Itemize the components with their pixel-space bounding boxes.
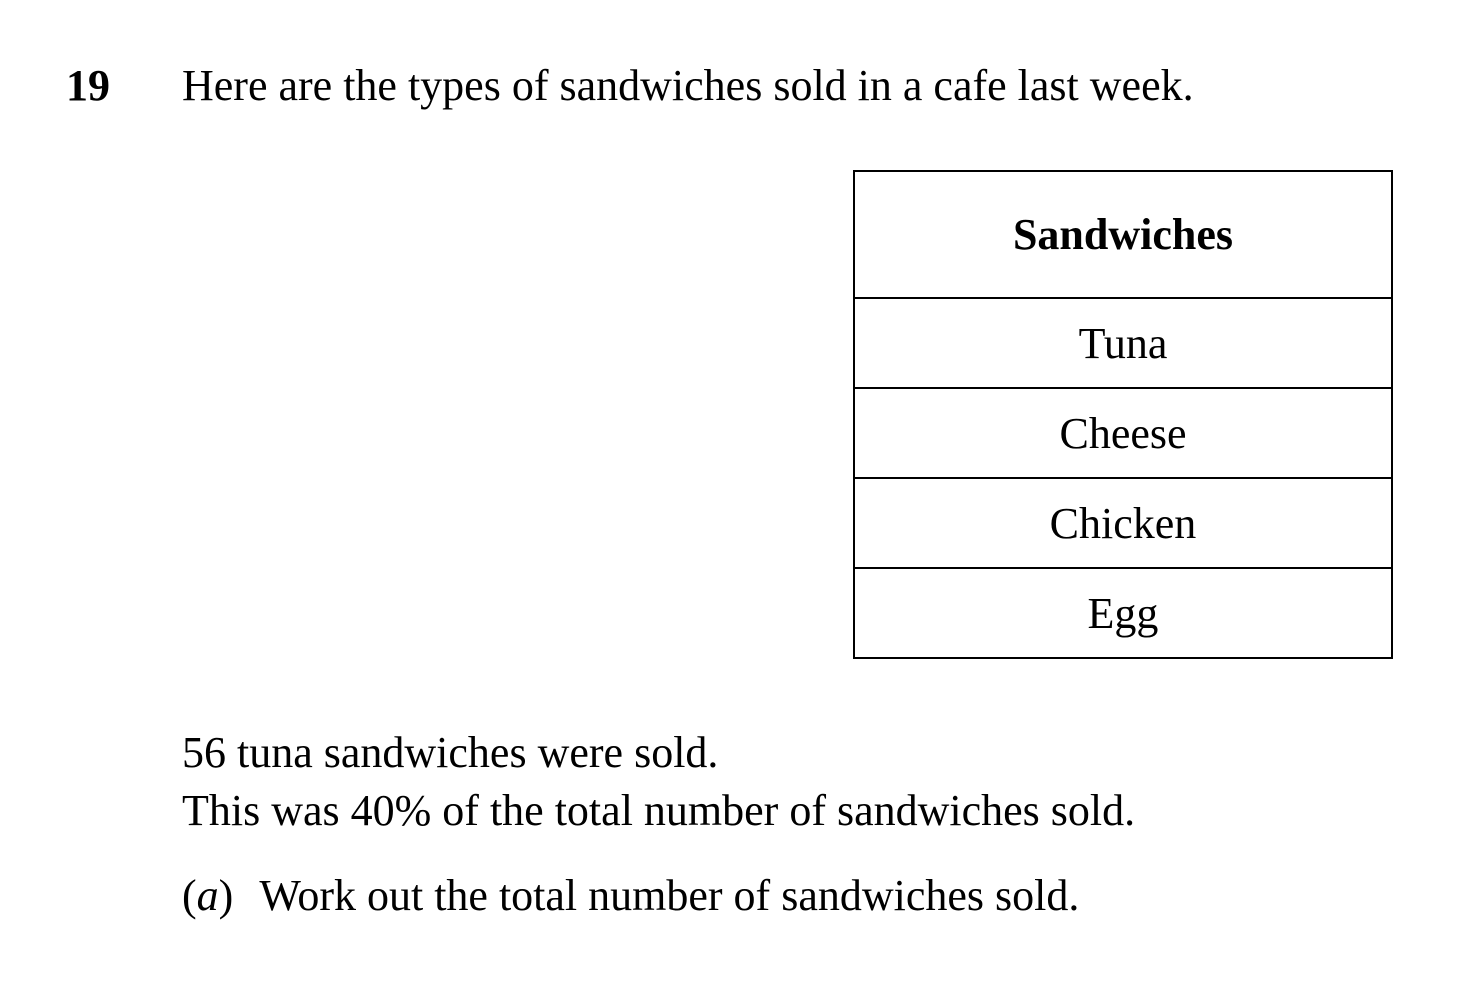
table-cell-chicken: Chicken	[854, 478, 1392, 568]
table-cell-cheese: Cheese	[854, 388, 1392, 478]
table-header-row	[854, 171, 1392, 298]
statement-percentage: This was 40% of the total number of sandwiches sold.	[182, 786, 1136, 835]
table-row	[854, 568, 1392, 658]
part-a-question	[182, 870, 1079, 922]
table-row	[854, 298, 1392, 388]
table-cell-egg: Egg	[854, 568, 1392, 658]
part-a-close-paren: )	[218, 871, 234, 920]
question-number: 19	[66, 61, 110, 110]
table-row	[854, 388, 1392, 478]
table-header-sandwiches: Sandwiches	[854, 171, 1392, 298]
table-cell-tuna: Tuna	[854, 298, 1392, 388]
table-row	[854, 478, 1392, 568]
part-a-text: Work out the total number of sandwiches sold.	[259, 871, 1080, 920]
part-a-label: a	[196, 871, 219, 920]
part-a-open-paren: (	[182, 871, 197, 920]
sandwich-table-container	[853, 170, 1393, 659]
question-intro: Here are the types of sandwiches sold in a cafe last week.	[182, 61, 1194, 110]
statement-tuna-sold: 56 tuna sandwiches were sold.	[182, 728, 719, 777]
sandwich-table	[853, 170, 1393, 659]
